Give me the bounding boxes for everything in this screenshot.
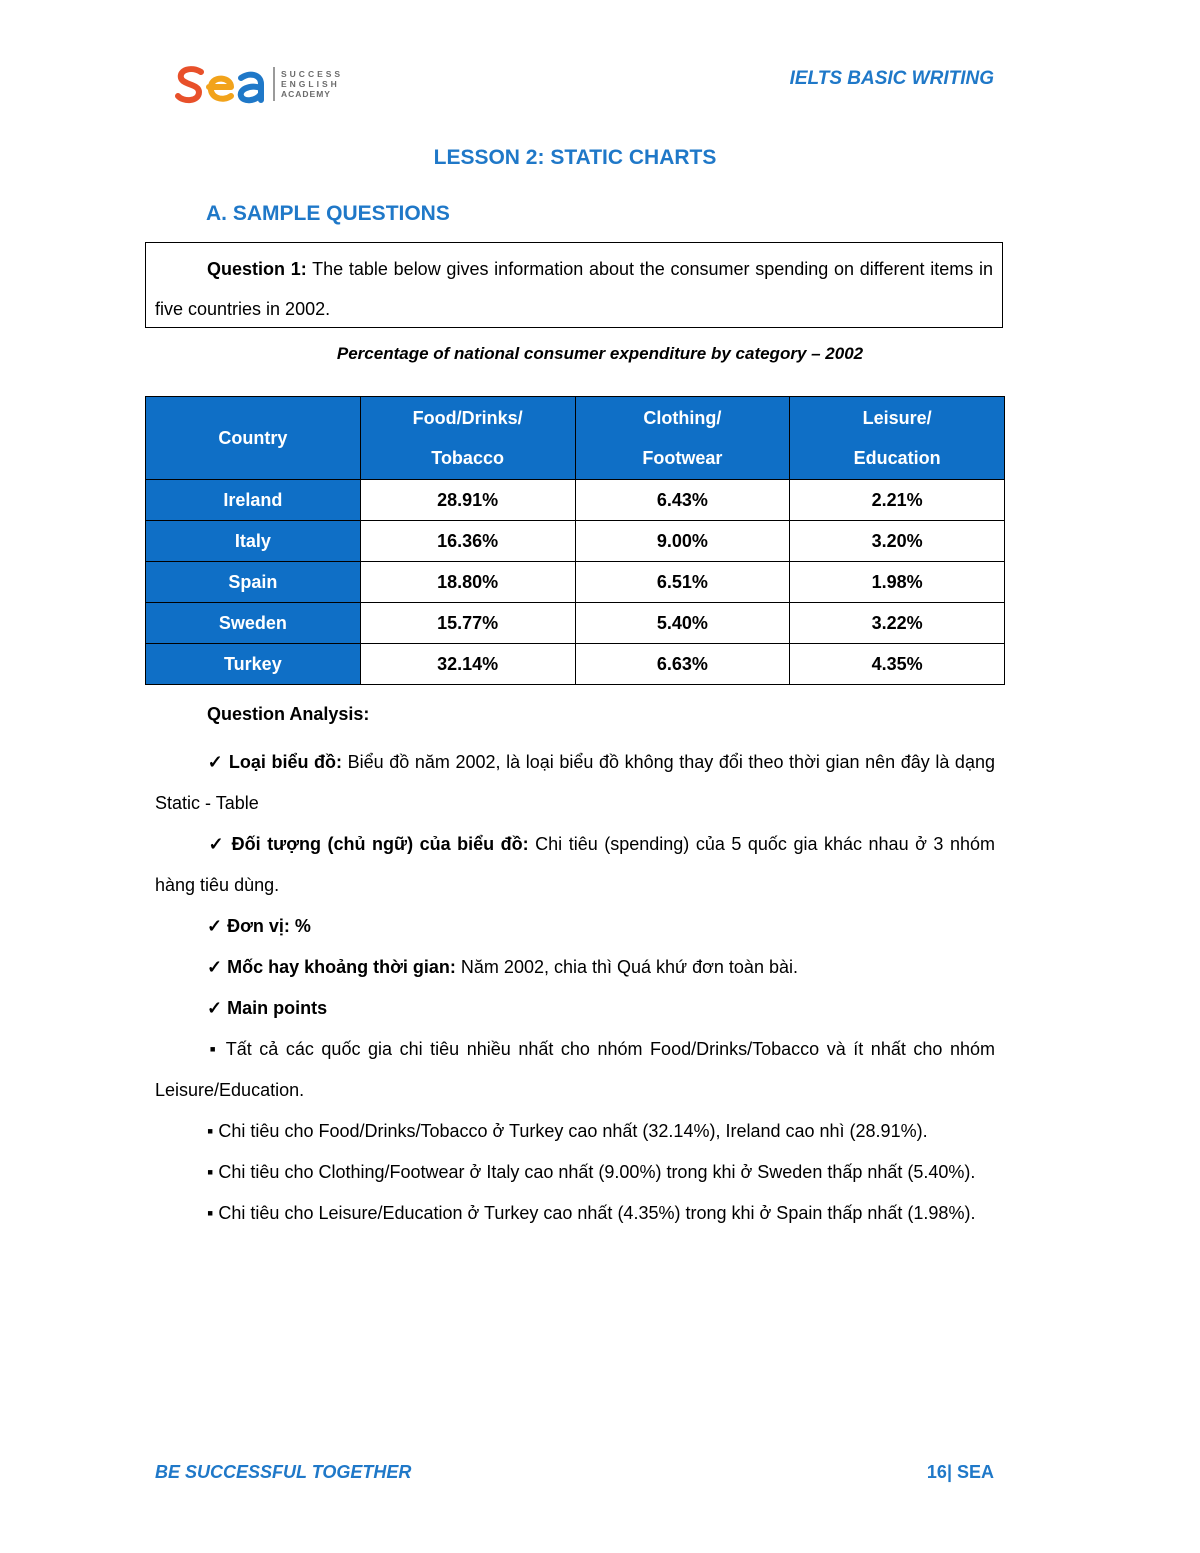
table-cell-value: 6.43% bbox=[575, 480, 790, 521]
bullet-icon: ▪ bbox=[207, 1203, 214, 1223]
question-analysis bbox=[155, 700, 995, 1234]
bullet-icon: ▪ bbox=[207, 1162, 214, 1182]
table-cell-value: 5.40% bbox=[575, 603, 790, 644]
analysis-item: ✓ Loại biểu đồ: Biểu đồ năm 2002, là loại biểu đồ không thay đổi theo thời gian nên đây là dạng Static - Table bbox=[155, 752, 995, 813]
col-header-country: Country bbox=[146, 397, 361, 480]
bullet-icon: ▪ bbox=[207, 1039, 219, 1059]
main-point: ▪ Chi tiêu cho Leisure/Education ở Turkey cao nhất (4.35%) trong khi ở Spain thấp nhất (1.98%). bbox=[207, 1203, 976, 1223]
course-title: IELTS BASIC WRITING bbox=[789, 68, 994, 89]
table-row bbox=[146, 603, 1005, 644]
main-point: ▪ Chi tiêu cho Clothing/Footwear ở Italy cao nhất (9.00%) trong khi ở Sweden thấp nhất (5.40%). bbox=[207, 1162, 976, 1182]
footer-slogan: BE SUCCESSFUL TOGETHER bbox=[155, 1462, 412, 1482]
logo-line-3: ACADEMY bbox=[281, 89, 331, 99]
logo-divider bbox=[273, 67, 275, 101]
analysis-item: ✓ Mốc hay khoảng thời gian: Năm 2002, chia thì Quá khứ đơn toàn bài. bbox=[207, 957, 798, 977]
table-cell-country: Ireland bbox=[146, 480, 361, 521]
analysis-item: ✓ Đối tượng (chủ ngữ) của biểu đồ: Chi tiêu (spending) của 5 quốc gia khác nhau ở 3 nhóm hàng tiêu dùng. bbox=[155, 834, 995, 895]
check-icon: ✓ bbox=[207, 957, 223, 977]
table-header-row bbox=[146, 397, 1005, 480]
table-cell-value: 15.77% bbox=[360, 603, 575, 644]
table-cell-value: 3.22% bbox=[790, 603, 1005, 644]
sea-logo-mark-icon bbox=[175, 60, 267, 108]
expenditure-table bbox=[145, 396, 1005, 685]
table-cell-country: Italy bbox=[146, 521, 361, 562]
col-header-food: Food/Drinks/ Tobacco bbox=[360, 397, 575, 480]
table-cell-country: Sweden bbox=[146, 603, 361, 644]
table-cell-value: 6.63% bbox=[575, 644, 790, 685]
main-point: ▪ Tất cả các quốc gia chi tiêu nhiều nhất cho nhóm Food/Drinks/Tobacco và ít nhất cho nhóm Leisure/Education. bbox=[155, 1039, 995, 1100]
check-icon: ✓ bbox=[207, 998, 223, 1018]
col-header-leisure: Leisure/ Education bbox=[790, 397, 1005, 480]
question-text: The table below gives information about the consumer spending on different items in five countries in 2002. bbox=[155, 259, 993, 319]
table-cell-value: 3.20% bbox=[790, 521, 1005, 562]
table-cell-value: 6.51% bbox=[575, 562, 790, 603]
question-box bbox=[145, 242, 1003, 328]
logo-line-1: SUCCESS bbox=[281, 69, 344, 79]
table-caption: Percentage of national consumer expenditure by category – 2002 bbox=[336, 344, 864, 363]
sea-logo bbox=[175, 60, 343, 108]
table-row bbox=[146, 480, 1005, 521]
table-row bbox=[146, 644, 1005, 685]
analysis-heading: Question Analysis: bbox=[207, 704, 370, 724]
table-row bbox=[146, 521, 1005, 562]
table-cell-value: 18.80% bbox=[360, 562, 575, 603]
table-cell-country: Spain bbox=[146, 562, 361, 603]
table-cell-value: 2.21% bbox=[790, 480, 1005, 521]
analysis-item: ✓ Main points bbox=[207, 998, 328, 1018]
check-icon: ✓ bbox=[207, 834, 226, 854]
logo-wordmark bbox=[281, 69, 343, 99]
table-cell-value: 1.98% bbox=[790, 562, 1005, 603]
table-cell-value: 4.35% bbox=[790, 644, 1005, 685]
table-cell-value: 9.00% bbox=[575, 521, 790, 562]
logo-line-2: ENGLISH bbox=[281, 79, 340, 89]
table-cell-value: 28.91% bbox=[360, 480, 575, 521]
bullet-icon: ▪ bbox=[207, 1121, 214, 1141]
table-row bbox=[146, 562, 1005, 603]
analysis-item: ✓ Đơn vị: % bbox=[207, 916, 311, 936]
lesson-title: LESSON 2: STATIC CHARTS bbox=[433, 146, 717, 169]
section-title: A. SAMPLE QUESTIONS bbox=[206, 202, 450, 225]
page-number: 16| SEA bbox=[926, 1462, 994, 1482]
question-label: Question 1: bbox=[207, 259, 307, 279]
table-cell-value: 16.36% bbox=[360, 521, 575, 562]
main-point: ▪ Chi tiêu cho Food/Drinks/Tobacco ở Turkey cao nhất (32.14%), Ireland cao nhì (28.91%). bbox=[207, 1121, 928, 1141]
col-header-clothing: Clothing/ Footwear bbox=[575, 397, 790, 480]
table-cell-country: Turkey bbox=[146, 644, 361, 685]
table-cell-value: 32.14% bbox=[360, 644, 575, 685]
check-icon: ✓ bbox=[207, 752, 224, 772]
check-icon: ✓ bbox=[207, 916, 223, 936]
